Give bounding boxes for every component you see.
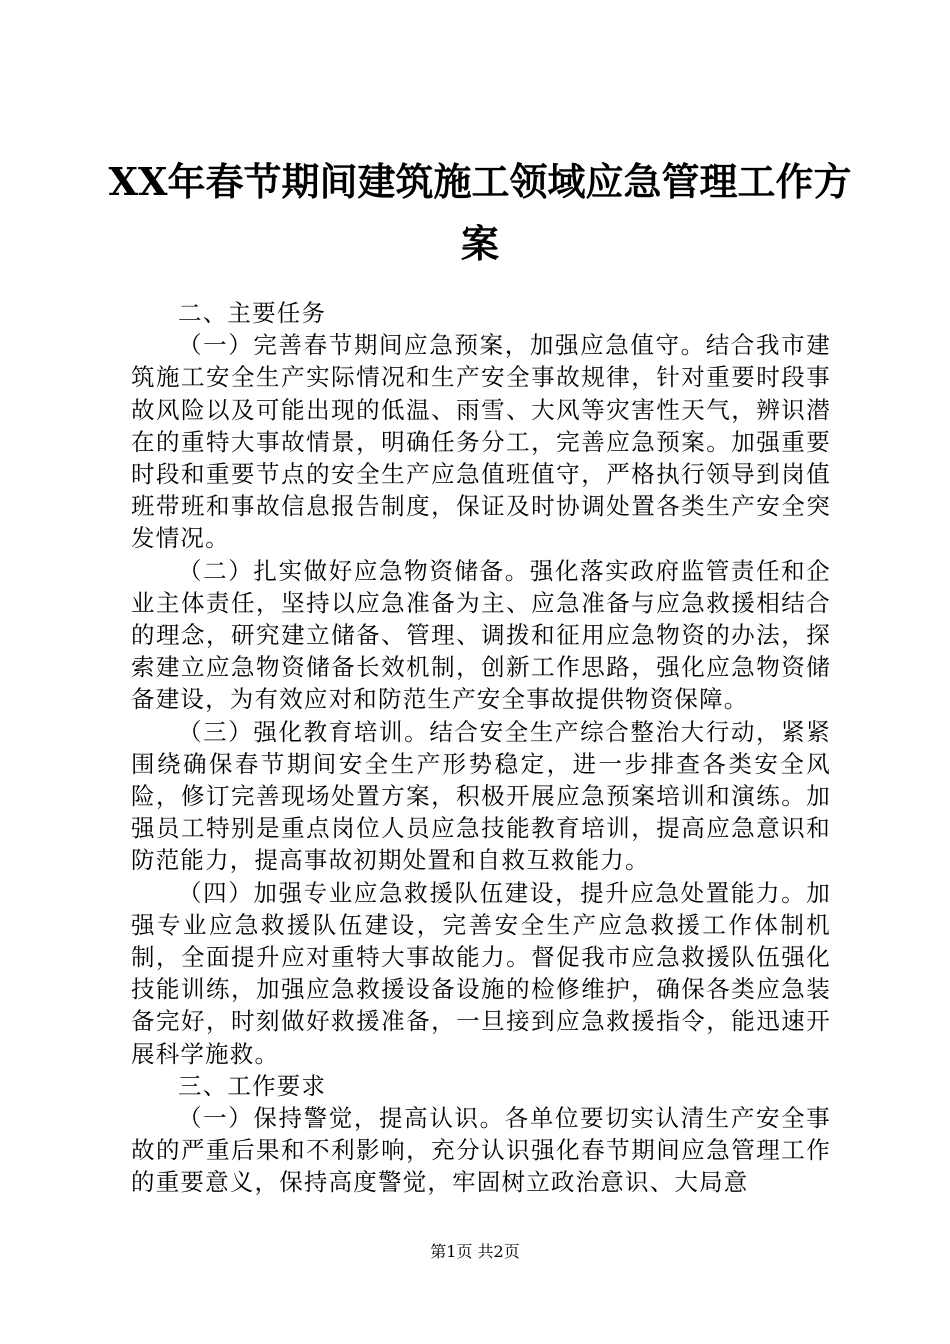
document-title-line-2: 案	[460, 221, 499, 266]
paragraph-task-3: （三）强化教育培训。结合安全生产综合整治大行动，紧紧围绕确保春节期间安全生产形势稳定，进一步排查各类安全风险，修订完善现场处置方案，积极开展应急预案培训和演练。加强员工特别是重点岗位人员应急技能教育培训，提高应急意识和防范能力，提高事故初期处置和自救互救能力。	[131, 717, 831, 875]
section-heading-main-tasks: 二、主要任务	[178, 299, 327, 327]
section-heading-work-requirements: 三、工作要求	[178, 1071, 327, 1100]
paragraph-task-1: （一）完善春节期间应急预案，加强应急值守。结合我市建筑施工安全生产实际情况和生产安全事故规律，针对重要时段事故风险以及可能出现的低温、雨雪、大风等灾害性天气，辨识潜在的重特大事故情景，明确任务分工，完善应急预案。加强重要时段和重要节点的安全生产应急值班值守，严格执行领导到岗值班带班和事故信息报告制度，保证及时协调处置各类生产安全突发情况。	[131, 331, 831, 553]
document-title-line-1: XX年春节期间建筑施工领域应急管理工作方	[108, 159, 852, 204]
paragraph-task-2: （二）扎实做好应急物资储备。强化落实政府监管责任和企业主体责任，坚持以应急准备为主、应急准备与应急救援相结合的理念，研究建立储备、管理、调拨和征用应急物资的办法，探索建立应急物资储备长效机制，创新工作思路，强化应急物资储备建设，为有效应对和防范生产安全事故提供物资保障。	[131, 556, 831, 714]
document-body	[131, 297, 831, 1199]
page-footer: 第1页 共2页	[430, 1242, 520, 1261]
paragraph-task-4: （四）加强专业应急救援队伍建设，提升应急处置能力。加强专业应急救援队伍建设，完善安全生产应急救援工作体制机制，全面提升应对重特大事故能力。督促我市应急救援队伍强化技能训练，加强应急救援设备设施的检修维护，确保各类应急装备完好，时刻做好救援准备，一旦接到应急救援指令，能迅速开展科学施救。	[131, 878, 831, 1068]
paragraph-requirement-1: （一）保持警觉，提高认识。各单位要切实认清生产安全事故的严重后果和不利影响，充分认识强化春节期间应急管理工作的重要意义，保持高度警觉，牢固树立政治意识、大局意	[131, 1104, 831, 1197]
